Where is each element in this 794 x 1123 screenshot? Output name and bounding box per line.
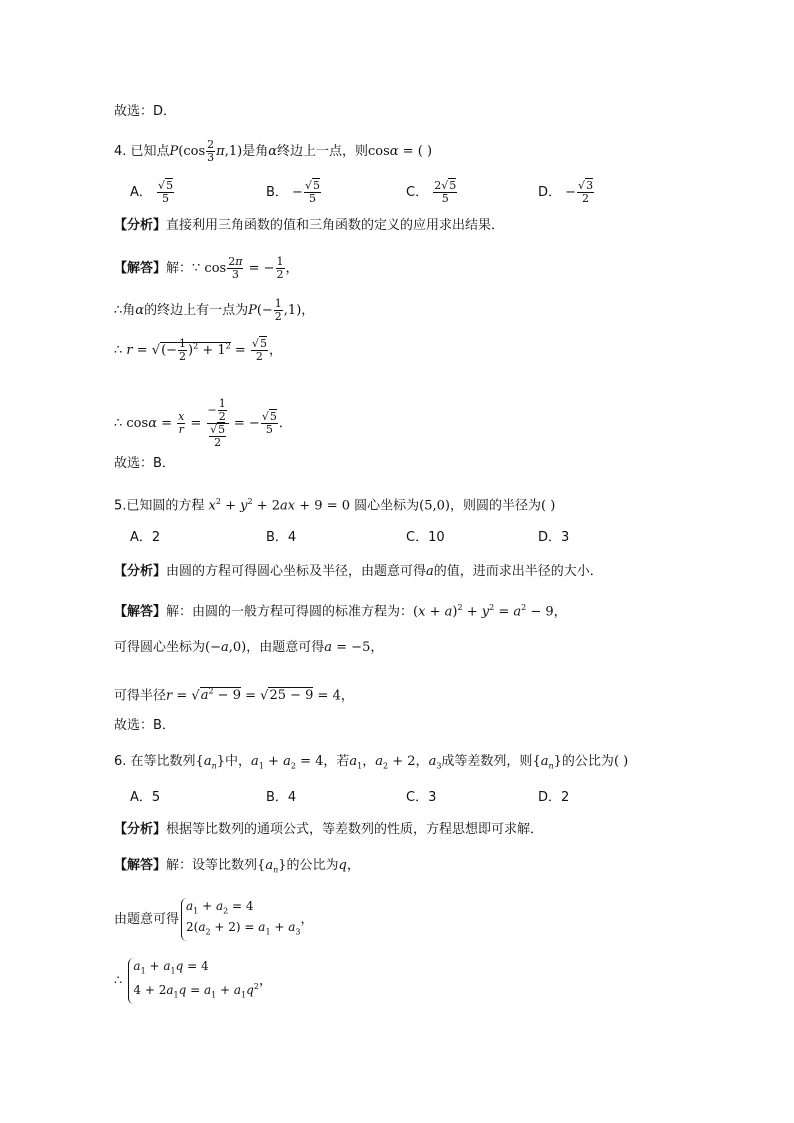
q5-option-c: C．10 — [406, 530, 445, 545]
q6-option-c: C．3 — [406, 790, 437, 805]
q5-answer-line2: 可得圆心坐标为(−a,0)，由题意可得a = −5， — [114, 640, 384, 655]
q6-option-b: B．4 — [266, 790, 297, 805]
q6-answer-line2: 由题意可得$a_1 + a_2 = 4$ $2(a_2 + 2) = a_1 + a_3$， — [114, 898, 313, 941]
q6-option-d: D．2 — [538, 790, 570, 805]
q6-stem: 6. 在等比数列$\{a_n\}$中，$a_1 + a_2 = 4$，若$a_1$，$a_2 + 2$，$a_3$成等差数列，则$\{a_n\}$的公比为( ) — [114, 754, 629, 771]
q4-answer-line4: ∴ cosα = $\frac{x}{r}$ = − $\frac{1}{2}$ $\frac{√5}{2}$ = − $\frac{√5}{5}$ ． — [114, 397, 292, 449]
q4-answer-line2: ∴角α的终边上有一点为P(− $\frac{1}{2}$ ,1)， — [114, 297, 315, 323]
q4-analysis: 【分析】直接利用三角函数的值和三角函数的定义的应用求出结果． — [114, 218, 505, 233]
q5-stem: 5.已知圆的方程 $x^2 + y^2 + 2ax + 9 = 0$ 圆心坐标为(5,0)，则圆的半径为( ) — [114, 497, 556, 514]
q4-option-c: C． $\frac{2√5}{5}$ — [406, 179, 457, 205]
q4-answer-line3: ∴ r = √(− $\frac{1}{2}$ )$^2 + 1^2$ = $\frac{√5}{2}$ ， — [114, 337, 282, 363]
q4-option-d: D． − $\frac{√3}{2}$ — [538, 179, 594, 205]
q6-option-a: A．5 — [130, 790, 161, 805]
q6-answer-line1: 【解答】解：设等比数列$\{a_n\}$的公比为q， — [114, 858, 360, 875]
q5-option-b: B．4 — [266, 530, 297, 545]
q4-conclusion: 故选：B． — [114, 456, 175, 471]
prev-conclusion: 故选：D． — [114, 104, 177, 119]
q5-answer-line1: 【解答】解：由圆的一般方程可得圆的标准方程为：$(x + a)^2 + y^2 = a^2 - 9$， — [114, 603, 567, 620]
q4-stem: 4. 已知点P(cos $\frac{2}{3}$ π,1)是角α终边上一点，则cosα = ( ) — [114, 138, 433, 164]
q5-conclusion: 故选：B． — [114, 718, 175, 733]
q4-option-b: B． − $\frac{√5}{5}$ — [266, 179, 320, 205]
q6-analysis: 【分析】根据等比数列的通项公式，等差数列的性质，方程思想即可求解． — [114, 822, 544, 837]
q4-answer-line1: 【解答】解：∵ cos $\frac{2\pi}{3}$ = − $\frac{1}{2}$ ， — [114, 255, 299, 281]
q5-option-d: D．3 — [538, 530, 570, 545]
q5-analysis: 【分析】由圆的方程可得圆心坐标及半径，由题意可得a的值，进而求出半径的大小． — [114, 564, 603, 579]
q5-option-a: A．2 — [130, 530, 161, 545]
q5-answer-line3: 可得半径$r = √a^2 - 9 = √25 - 9 = 4$， — [114, 687, 354, 704]
q6-answer-line3: ∴ $a_1 + a_1q = 4$ $4 + 2a_1q = a_1 + a_1q^2$， — [114, 958, 272, 1004]
q4-option-a: A． $\frac{√5}{5}$ — [130, 179, 174, 205]
